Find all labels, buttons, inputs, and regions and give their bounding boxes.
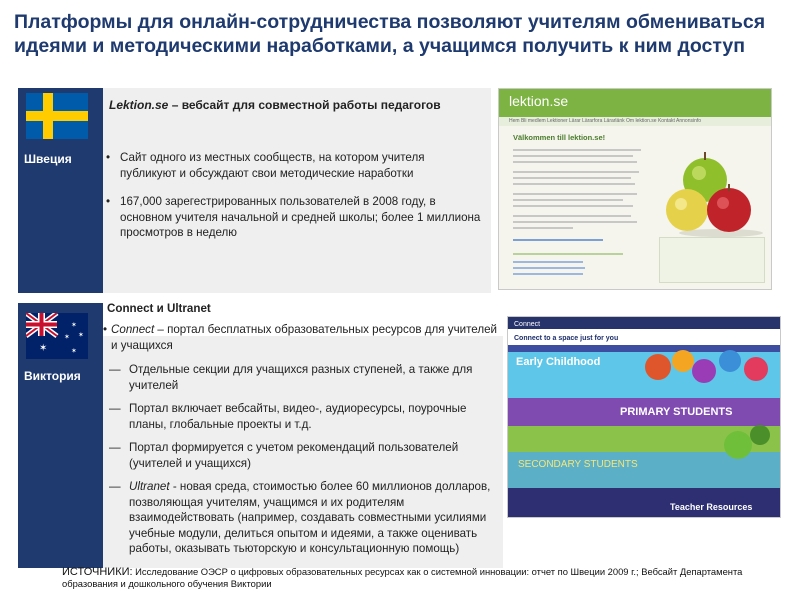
login-box — [659, 237, 765, 283]
dash-item — [109, 362, 499, 393]
dash-icon: — — [109, 363, 121, 376]
svg-text:✶: ✶ — [78, 331, 84, 339]
primary-students-label: PRIMARY STUDENTS — [620, 406, 733, 418]
sweden-label: Швеция — [24, 152, 72, 166]
connect-desc: – портал бесплатных образовательных ресурсов для учителей и учащихся — [111, 323, 498, 352]
sweden-band — [18, 88, 103, 293]
teacher-resources-label: Teacher Resources — [670, 502, 753, 512]
bullet-icon: • — [106, 151, 111, 164]
connect-banner: Connect to a space just for you — [514, 335, 619, 342]
dash-icon: — — [109, 441, 121, 454]
connect-screenshot — [507, 316, 781, 518]
early-childhood-label: Early Childhood — [516, 356, 601, 368]
victoria-band — [18, 303, 103, 568]
lektion-screenshot — [498, 88, 772, 290]
svg-text:✶: ✶ — [64, 333, 70, 341]
sources-text: Исследование ОЭСР о цифровых образовательных ресурсах как о системной инновации: отчет по Швеции 2009 г.; Вебсайт Департамента образования и дошкольного обучения Виктории — [62, 566, 743, 589]
connect-ultranet-heading: Connect и Ultranet — [107, 302, 211, 315]
bullet-icon: • — [106, 195, 111, 208]
sweden-flag-icon — [26, 93, 88, 139]
australia-flag-icon — [26, 313, 88, 359]
lektion-site-name: Lektion.se — [109, 98, 169, 112]
sweden-bullet — [106, 194, 481, 241]
dash-item — [109, 479, 499, 557]
victoria-label: Виктория — [24, 369, 81, 383]
lektion-nav: Hem Bli medlem Lektioner Lärar Lärarfora Lärarlänk Om lektion.se Kontakt Annonsinfo — [499, 117, 771, 126]
sweden-panel — [103, 88, 491, 293]
connect-term: Connect — [111, 323, 155, 336]
dash-item-text: Портал включает вебсайты, видео-, аудиоресурсы, поурочные планы, глобальные проекты и т.д. — [129, 402, 467, 431]
sources-label: ИСТОЧНИКИ: — [62, 566, 133, 578]
svg-text:✶: ✶ — [71, 347, 77, 355]
lektion-site-desc: – вебсайт для совместной работы педагогов — [168, 98, 441, 112]
lektion-welcome: Välkommen till lektion.se! — [513, 133, 606, 142]
dash-item — [109, 401, 499, 432]
dash-item-text: Портал формируется с учетом рекомендаций пользователей (учителей и учащихся) — [129, 441, 459, 470]
sweden-bullet — [106, 150, 481, 181]
lektion-header: lektion.se — [499, 89, 771, 117]
bullet-icon: • — [103, 323, 108, 336]
apples-image — [659, 147, 763, 237]
dash-item-text: Отдельные секции для учащихся разных ступеней, а также для учителей — [129, 363, 473, 392]
connect-brand: Connect — [514, 321, 541, 328]
dash-item — [109, 440, 499, 471]
connect-bullet — [103, 322, 503, 353]
lektion-heading — [109, 98, 441, 112]
ultranet-term: Ultranet — [129, 480, 170, 493]
svg-text:✶: ✶ — [71, 321, 77, 329]
connect-screenshot-image — [508, 317, 780, 517]
dash-icon: — — [109, 480, 121, 493]
sweden-bullet-text: 167,000 зарегестрированных пользователей в 2008 году, в основном учителя начальной и средней школы; более 1 миллиона просмотров в неделю — [120, 195, 481, 239]
sources-note — [62, 566, 782, 590]
ultranet-desc: - новая среда, стоимостью более 60 миллионов долларов, позволяющая учителям, учащимся и их родителям взаимодействовать (например, создавать совместными усилиями учебные модули, делиться опытом и идеями, а также оценивать работы, оказывать тьюторскую и консультационную помощь) — [129, 480, 491, 555]
secondary-students-label: SECONDARY STUDENTS — [518, 459, 638, 470]
page-title: Платформы для онлайн-сотрудничества позволяют учителям обмениваться идеями и методическими наработками, а учащимся получить к ним доступ — [14, 11, 766, 57]
svg-text:✶: ✶ — [39, 343, 48, 354]
sweden-bullet-text: Сайт одного из местных сообществ, на котором учителя публикуют и обсуждают свои методические наработки — [120, 151, 425, 180]
dash-icon: — — [109, 402, 121, 415]
